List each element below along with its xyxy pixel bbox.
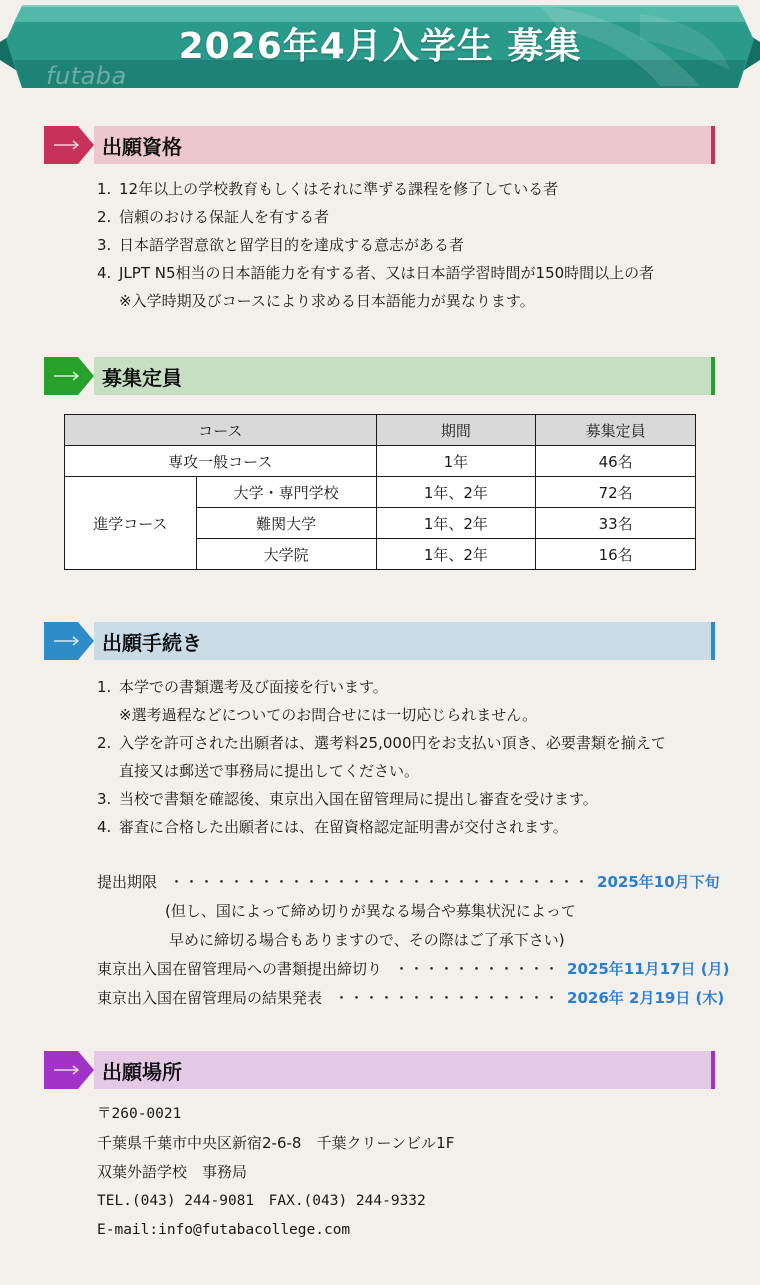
list-item (97, 259, 654, 287)
list-text: 当校で書類を確認後、東京出入国在留管理局に提出し審査を受けます。 (119, 790, 598, 808)
list-text: 12年以上の学校教育もしくはそれに準ずる課程を修了している者 (119, 180, 559, 198)
list-item (97, 785, 666, 813)
section-title: 出願資格 (102, 134, 182, 159)
cell-period: 1年 (376, 446, 536, 477)
arrow-icon (44, 622, 94, 660)
header-banner (0, 0, 760, 96)
section-title: 募集定員 (102, 365, 182, 390)
deadline-note-2: 早めに締切る場合もありますので、その際はご了承下さい) (169, 931, 565, 949)
cell-course: 専攻一般コース (65, 446, 377, 477)
list-number: 4. (97, 818, 112, 836)
list-text: 信頼のおける保証人を有する者 (119, 208, 330, 226)
cell-course: 難関大学 (196, 508, 376, 539)
procedure-list (97, 673, 666, 841)
futaba-logo: futaba (46, 62, 127, 90)
list-note: ※選考過程などについてのお問合せには一切応じられません。 (119, 706, 538, 724)
arrow-icon (44, 1051, 94, 1089)
qualification-list (97, 175, 654, 315)
table-row (65, 446, 696, 477)
section-header-location (44, 1051, 715, 1089)
cell-capacity: 72名 (536, 477, 696, 508)
leader-dots: ・・・・・・・・・・・・・・・・・・・・・・・・・・・・ (169, 873, 590, 891)
list-text: 本学での書類選考及び面接を行います。 (119, 678, 388, 696)
deadline-date: 2025年10月下旬 (597, 873, 720, 891)
capacity-table (64, 414, 696, 570)
section-header-capacity (44, 357, 715, 395)
address-block (97, 1100, 454, 1245)
list-number: 2. (97, 208, 112, 226)
office-name: 双葉外語学校 事務局 (97, 1163, 248, 1181)
section-header-procedure (44, 622, 715, 660)
list-item (97, 231, 654, 259)
list-item (97, 175, 654, 203)
header-course: コース (65, 415, 377, 446)
list-note: ※入学時期及びコースにより求める日本語能力が異なります。 (119, 292, 535, 310)
cell-period: 1年、2年 (376, 539, 536, 570)
cell-capacity: 33名 (536, 508, 696, 539)
section-header-qualification (44, 126, 715, 164)
list-text: JLPT N5相当の日本語能力を有する者、又は日本語学習時間が150時間以上の者 (119, 264, 655, 282)
leader-dots: ・・・・・・・・・・・ (394, 960, 560, 978)
cell-course: 大学・専門学校 (196, 477, 376, 508)
leader-dots: ・・・・・・・・・・・・・・・ (334, 989, 560, 1007)
deadline-note-1: (但し、国によって締め切りが異なる場合や募集状況によって (165, 902, 576, 920)
cell-period: 1年、2年 (376, 508, 536, 539)
list-text: 審査に合格した出願者には、在留資格認定証明書が交付されます。 (119, 818, 568, 836)
result-row (97, 984, 729, 1013)
result-date: 2026年 2月19日 (木) (567, 989, 725, 1007)
section-title: 出願場所 (102, 1059, 182, 1084)
header-period: 期間 (376, 415, 536, 446)
list-item (97, 729, 666, 757)
email-link[interactable]: E-mail:info@futabacollege.com (97, 1222, 351, 1238)
immigration-label: 東京出入国在留管理局への書類提出締切り (97, 960, 383, 978)
table-header-row (65, 415, 696, 446)
list-number: 1. (97, 678, 112, 696)
cell-capacity: 46名 (536, 446, 696, 477)
cell-capacity: 16名 (536, 539, 696, 570)
list-number: 4. (97, 264, 112, 282)
list-item (97, 813, 666, 841)
list-text: 日本語学習意欲と留学目的を達成する意志がある者 (119, 236, 465, 254)
page-title: 2026年4月入学生 募集 (178, 26, 582, 67)
immigration-date: 2025年11月17日 (月) (567, 960, 730, 978)
deadline-block (97, 868, 729, 1013)
result-label: 東京出入国在留管理局の結果発表 (97, 989, 323, 1007)
phone-fax: TEL.(043) 244-9081 FAX.(043) 244-9332 (97, 1193, 426, 1209)
arrow-icon (44, 126, 94, 164)
cell-course: 大学院 (196, 539, 376, 570)
section-title: 出願手続き (102, 630, 202, 655)
postal-code: 〒260-0021 (97, 1106, 182, 1122)
deadline-label: 提出期限 (97, 873, 158, 891)
list-number: 2. (97, 734, 112, 752)
address-line: 千葉県千葉市中央区新宿2-6-8 千葉クリーンビル1F (97, 1134, 455, 1152)
cell-period: 1年、2年 (376, 477, 536, 508)
list-number: 3. (97, 790, 112, 808)
list-continuation: 直接又は郵送で事務局に提出してください。 (119, 762, 420, 780)
list-text: 入学を許可された出願者は、選考料25,000円をお支払い頂き、必要書類を揃えて (119, 734, 666, 752)
list-number: 1. (97, 180, 112, 198)
list-item (97, 203, 654, 231)
immigration-row (97, 955, 729, 984)
table-row (65, 477, 696, 508)
deadline-row (97, 868, 729, 897)
cell-course-group: 進学コース (65, 477, 197, 570)
header-capacity: 募集定員 (536, 415, 696, 446)
list-number: 3. (97, 236, 112, 254)
list-item (97, 673, 666, 701)
arrow-icon (44, 357, 94, 395)
